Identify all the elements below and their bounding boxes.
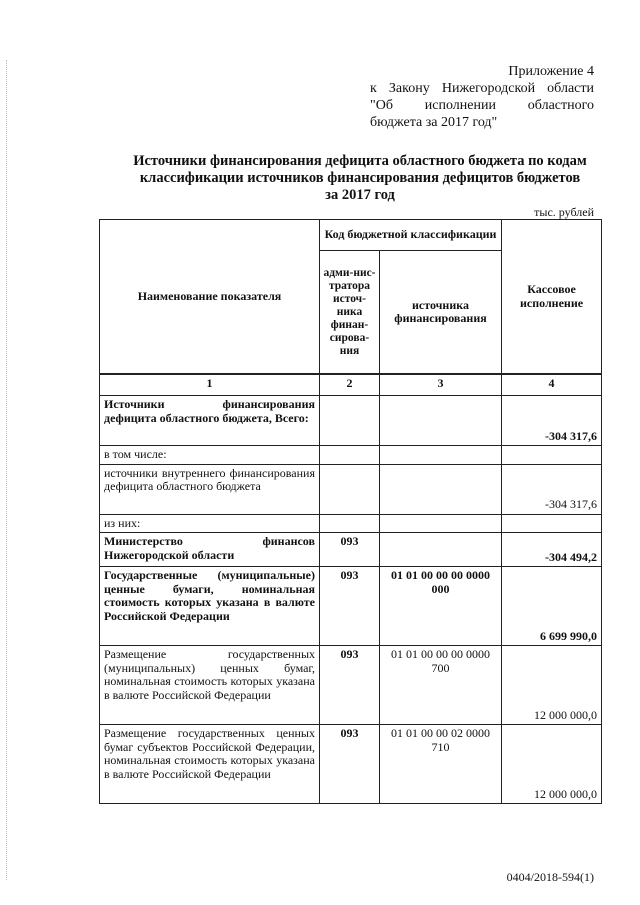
row-admin-code xyxy=(320,514,380,533)
row-admin-code xyxy=(320,464,380,514)
row-source-code: 01 01 00 00 02 0000 710 xyxy=(380,725,502,804)
table-row xyxy=(100,514,602,533)
title-line-1: Источники финансирования дефицита областного бюджета по кодам xyxy=(133,153,587,169)
table-row xyxy=(100,464,602,514)
header-execution: Кассовое исполнение xyxy=(502,220,602,375)
row-admin-code xyxy=(320,446,380,465)
scan-margin-line xyxy=(6,60,7,880)
row-admin-code: 093 xyxy=(320,567,380,646)
row-source-code: 01 01 00 00 00 0000 700 xyxy=(380,646,502,725)
row-indicator-name: источники внутреннего финансирования дефицита областного бюджета xyxy=(100,464,320,514)
row-indicator-name: Министерство финансов Нижегородской области xyxy=(100,533,320,567)
financing-table xyxy=(99,219,602,804)
row-admin-code xyxy=(320,396,380,446)
row-indicator-name: Источники финансирования дефицита областного бюджета, Всего: xyxy=(100,396,320,446)
row-source-code xyxy=(380,446,502,465)
row-execution-value: 6 699 990,0 xyxy=(502,567,602,646)
row-source-code xyxy=(380,514,502,533)
header-admin-code: адми-нис-тратора источ-ника финан-сирова-ния xyxy=(320,251,380,375)
row-execution-value xyxy=(502,446,602,465)
table-row xyxy=(100,396,602,446)
header-indicator-name: Наименование показателя xyxy=(100,220,320,375)
appendix-law: к Закону Нижегородской области xyxy=(370,81,594,96)
row-execution-value: 12 000 000,0 xyxy=(502,725,602,804)
row-execution-value: -304 317,6 xyxy=(502,464,602,514)
col-number-4: 4 xyxy=(502,374,602,396)
row-indicator-name: Размещение государственных ценных бумаг субъектов Российской Федерации, номинальная стоимость которых указана в валюте Российской Федерации xyxy=(100,725,320,804)
table-row xyxy=(100,533,602,567)
row-indicator-name: Государственные (муниципальные) ценные бумаги, номинальная стоимость которых указана в валюте Российской Федерации xyxy=(100,567,320,646)
appendix-number: Приложение 4 xyxy=(508,64,594,79)
column-numbers-row xyxy=(100,374,602,396)
document-code: 0404/2018-594(1) xyxy=(506,870,594,884)
row-admin-code: 093 xyxy=(320,646,380,725)
table-row xyxy=(100,567,602,646)
header-source-code: источника финансирования xyxy=(380,251,502,375)
row-source-code xyxy=(380,396,502,446)
appendix-law-title-end: бюджета за 2017 год" xyxy=(370,115,498,130)
table-row xyxy=(100,646,602,725)
row-source-code xyxy=(380,533,502,567)
appendix-block xyxy=(370,63,594,131)
row-indicator-name: Размещение государственных (муниципальных) ценных бумаг, номинальная стоимость которых указана в валюте Российской Федерации xyxy=(100,646,320,725)
table-row xyxy=(100,446,602,465)
col-number-1: 1 xyxy=(100,374,320,396)
row-source-code: 01 01 00 00 00 0000 000 xyxy=(380,567,502,646)
row-indicator-name: в том числе: xyxy=(100,446,320,465)
row-admin-code: 093 xyxy=(320,533,380,567)
col-number-2: 2 xyxy=(320,374,380,396)
units-label: тыс. рублей xyxy=(534,205,594,219)
title-line-2: классификации источников финансирования дефицитов бюджетов xyxy=(139,170,581,186)
table-row xyxy=(100,725,602,804)
row-admin-code: 093 xyxy=(320,725,380,804)
col-number-3: 3 xyxy=(380,374,502,396)
row-execution-value: 12 000 000,0 xyxy=(502,646,602,725)
title-line-3: за 2017 год xyxy=(325,187,395,203)
row-execution-value xyxy=(502,514,602,533)
document-title xyxy=(100,153,620,204)
appendix-law-title: "Об исполнении областного xyxy=(370,98,594,113)
header-code-group: Код бюджетной классификации xyxy=(320,220,502,251)
row-execution-value: -304 317,6 xyxy=(502,396,602,446)
row-indicator-name: из них: xyxy=(100,514,320,533)
row-execution-value: -304 494,2 xyxy=(502,533,602,567)
row-source-code xyxy=(380,464,502,514)
